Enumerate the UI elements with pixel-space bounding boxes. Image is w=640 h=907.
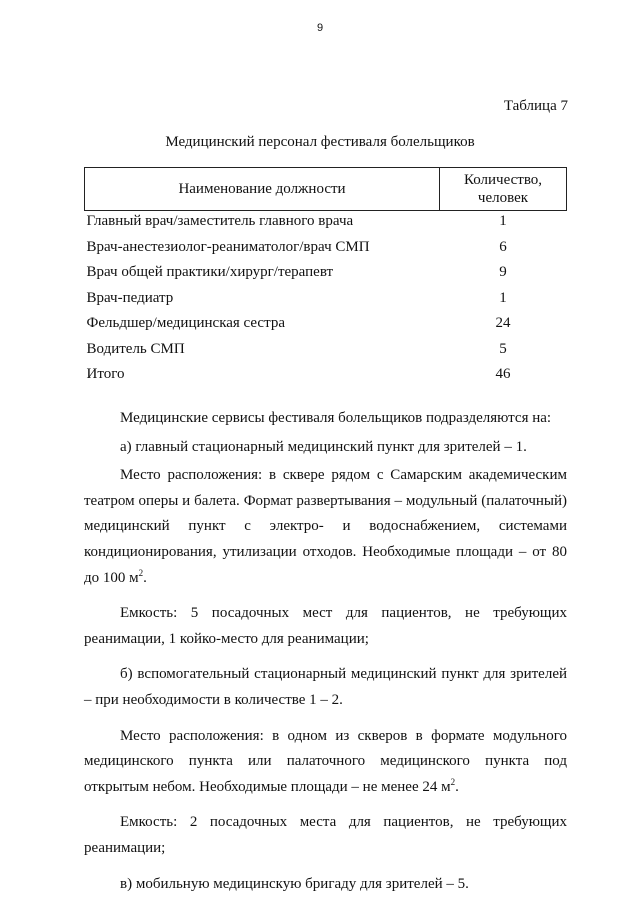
table-label: Таблица 7: [503, 98, 568, 114]
position-count: 24: [495, 315, 511, 331]
position-name: Врач-анестезиолог-реаниматолог/врач СМП: [86, 238, 370, 255]
table-row: [85, 339, 567, 365]
table-row: [85, 237, 567, 263]
header-count: Количество, человек: [440, 168, 567, 211]
table-row: [85, 211, 567, 237]
position-name: Водитель СМП: [86, 340, 185, 357]
position-name: Главный врач/заместитель главного врача: [86, 213, 354, 229]
body-text: [84, 406, 567, 907]
position-name: Врач общей практики/хирург/терапевт: [86, 264, 334, 280]
aux-location-end: .: [455, 778, 459, 795]
aux-location-unit-sup: 2: [450, 776, 456, 787]
table-total-row: [85, 364, 567, 390]
header-position: Наименование должности: [85, 168, 440, 211]
main-location-text: Место расположения: в сквере рядом с Самарским академическим театром оперы и балета. Формат развертывания – модульный (палаточный) медицинский пункт с электро- и водоснабжением, системами кондиционирования, утилизации отходов. Необходимые площади – от 80 до 100 м: [84, 467, 567, 586]
table-title: Медицинский персонал фестиваля болельщиков: [165, 134, 475, 150]
paragraph-aux-location: [84, 724, 567, 801]
staff-table: [84, 167, 567, 390]
aux-location-text: Место расположения: в одном из скверов в формате модульного медицинского пункта или палаточного медицинского пункта под открытым небом. Необходимые площади – не менее 24 м: [84, 727, 567, 795]
paragraph-main-point: а) главный стационарный медицинский пункт для зрителей – 1.: [120, 438, 527, 455]
position-count: 9: [499, 264, 507, 280]
table-row: [85, 262, 567, 288]
paragraph-mobile-team: в) мобильную медицинскую бригаду для зрителей – 5.: [120, 875, 469, 892]
position-name: Врач-педиатр: [86, 289, 174, 306]
position-count: 1: [499, 213, 507, 229]
total-count: 46: [495, 366, 511, 382]
paragraph-aux-point: б) вспомогательный стационарный медицинский пункт для зрителей – при необходимости в количестве 1 – 2.: [84, 666, 567, 708]
main-location-end: .: [143, 569, 147, 586]
position-name: Фельдшер/медицинская сестра: [86, 315, 285, 331]
table-row: [85, 288, 567, 314]
paragraph-main-capacity: Емкость: 5 посадочных мест для пациентов, не требующих реанимации, 1 койко-место для реанимации;: [84, 605, 567, 647]
table-row: [85, 313, 567, 339]
paragraph-services-intro: Медицинские сервисы фестиваля болельщиков подразделяются на:: [120, 410, 552, 426]
position-count: 6: [499, 238, 507, 255]
main-location-unit-sup: 2: [138, 567, 144, 578]
total-label: Итого: [86, 366, 125, 382]
paragraph-aux-capacity: Емкость: 2 посадочных места для пациентов, не требующих реанимации;: [84, 814, 567, 856]
page-number: 9: [316, 22, 324, 34]
paragraph-main-location: [84, 463, 567, 591]
position-count: 5: [499, 340, 507, 357]
table-header-row: [85, 168, 567, 211]
position-count: 1: [499, 289, 507, 306]
